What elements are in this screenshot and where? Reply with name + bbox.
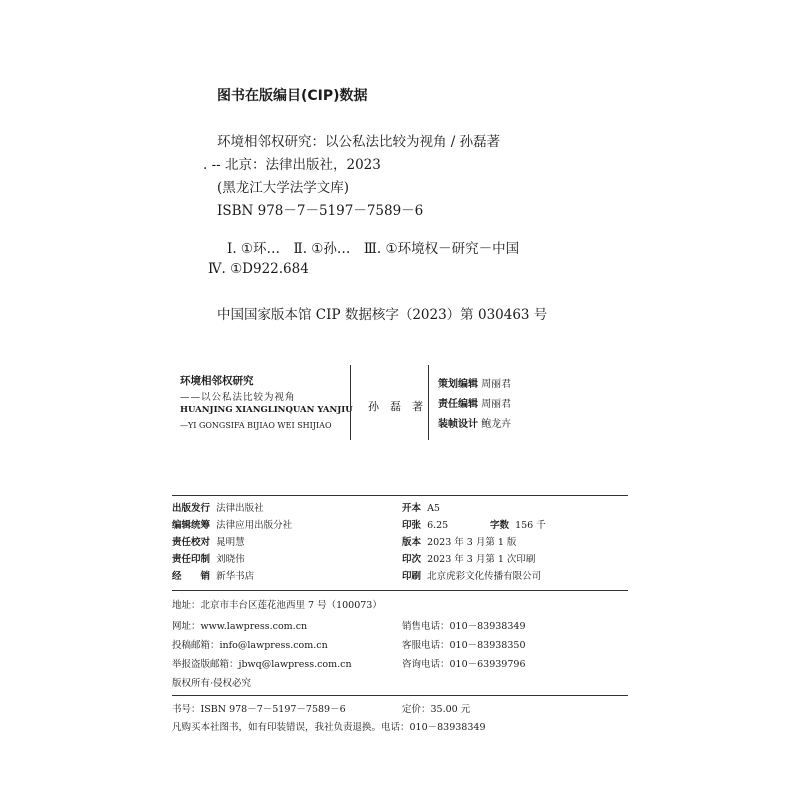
editor-role: 责任编辑 周丽君 [438, 399, 512, 410]
pub-right-row: 印次 2023 年 3 月第 1 次印刷 [402, 554, 536, 565]
colophon-box [170, 365, 565, 440]
cip-series-line: (黑龙江大学法学文库) [217, 180, 350, 196]
cip-subject-line: Ⅰ. ①环… Ⅱ. ①孙… Ⅲ. ①环境权－研究－中国 [227, 241, 520, 257]
pub-left-row: 出版发行 法律出版社 [172, 503, 264, 514]
colophon-pinyin-subtitle: —YI GONGSIFA BIJIAO WEI SHIJIAO [180, 421, 332, 430]
colophon-subtitle: ——以公私法比较为视角 [180, 392, 296, 403]
cip-isbn-line: ISBN 978－7－5197－7589－6 [217, 203, 424, 219]
colophon-title: 环境相邻权研究 [180, 375, 254, 387]
contact-service-phone: 客服电话：010－83938350 [402, 640, 526, 651]
colophon-divider-left [350, 365, 351, 440]
pub-left-row: 责任印制 刘晓伟 [172, 554, 245, 565]
pub-left-row: 责任校对 晁明慧 [172, 537, 245, 548]
contact-address: 地址：北京市丰台区莲花池西里 7 号（100073） [172, 600, 382, 611]
colophon-pinyin-title: HUANJING XIANGLINQUAN YANJIU [180, 405, 353, 415]
cip-title-line: 环境相邻权研究：以公私法比较为视角 / 孙磊著 [217, 134, 501, 150]
editor-role: 装帧设计 鲍龙卉 [438, 419, 512, 430]
pub-left-row: 经 销 新华书店 [172, 571, 255, 582]
footer-book-number: 书号：ISBN 978－7－5197－7589－6 [172, 704, 346, 715]
contact-copyright: 版权所有·侵权必究 [172, 678, 252, 689]
footer-notice: 凡购买本社图书，如有印装错误，我社负责退换。电话：010－83938349 [172, 722, 486, 733]
pub-right-row: 版本 2023 年 3 月第 1 版 [402, 537, 517, 548]
contact-website: 网址：www.lawpress.com.cn [172, 621, 308, 632]
footer-price: 定价：35.00 元 [402, 704, 471, 715]
editor-role: 策划编辑 周丽君 [438, 379, 512, 390]
contact-sales-phone: 销售电话：010－83938349 [402, 621, 526, 632]
pub-right-row: 印刷 北京虎彩文化传播有限公司 [402, 571, 542, 582]
colophon-author: 孙 磊 著 [368, 400, 423, 413]
cip-class-line: Ⅳ. ①D922.684 [208, 261, 309, 277]
contact-inquiry-phone: 咨询电话：010－63939796 [402, 659, 526, 670]
pub-right-row: 开本 A5 [402, 503, 440, 514]
contact-piracy-email: 举报盗版邮箱：jbwq@lawpress.com.cn [172, 659, 352, 670]
colophon-divider-right [428, 365, 429, 440]
cip-publisher-line: . -- 北京：法律出版社，2023 [203, 157, 381, 173]
pub-right-row: 印张 6.25 [402, 520, 449, 531]
cip-heading: 图书在版编目(CIP)数据 [217, 88, 368, 104]
pub-wordcount: 字数 156 千 [490, 520, 546, 531]
cip-record-line: 中国国家版本馆 CIP 数据核字（2023）第 030463 号 [217, 307, 548, 323]
contact-submission-email: 投稿邮箱：info@lawpress.com.cn [172, 640, 328, 651]
publishing-top-rule [172, 495, 628, 496]
footer-top-rule [172, 695, 628, 696]
pub-left-row: 编辑统筹 法律应用出版分社 [172, 520, 293, 531]
contact-top-rule [172, 590, 628, 591]
